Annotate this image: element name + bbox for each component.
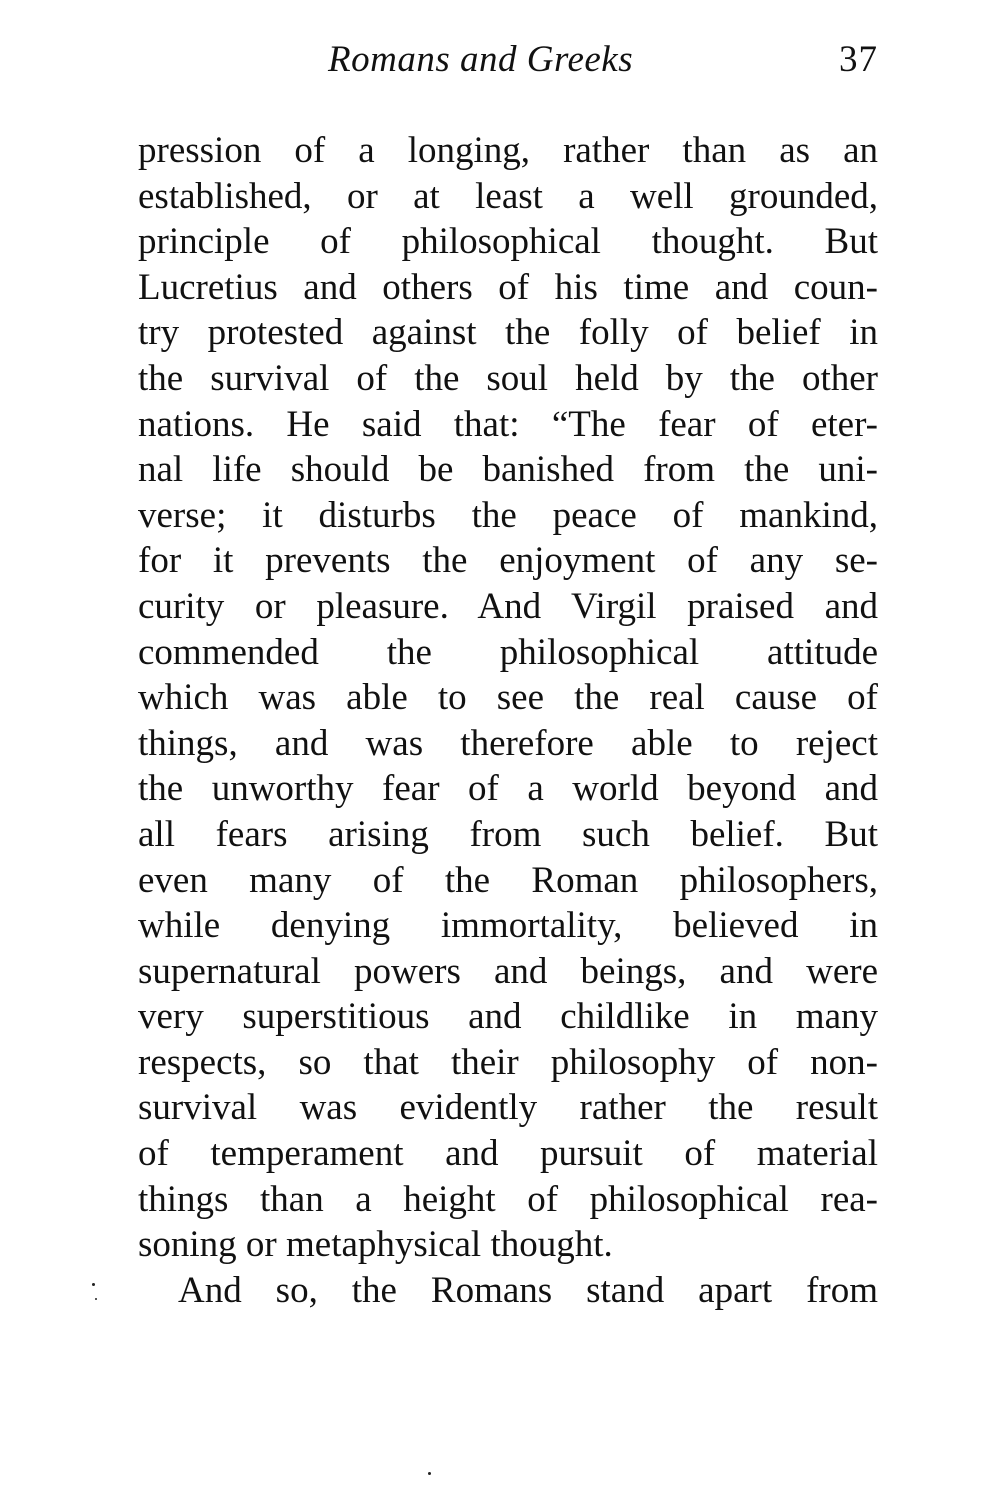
text-line: very superstitious and childlike in many xyxy=(138,996,878,1038)
text-line: the unworthy fear of a world beyond and xyxy=(138,768,878,810)
text-line: try protested against the folly of belief in xyxy=(138,312,878,354)
text-line: established, or at least a well grounded, xyxy=(138,175,878,217)
text-line: things than a height of philosophical rea- xyxy=(138,1178,878,1220)
text-line: verse; it disturbs the peace of mankind, xyxy=(138,494,878,536)
text-line: curity or pleasure. And Virgil praised and xyxy=(138,585,878,627)
text-line: of temperament and pursuit of material xyxy=(138,1133,878,1175)
text-line: respects, so that their philosophy of non- xyxy=(138,1041,878,1083)
text-line: commended the philosophical attitude xyxy=(138,631,878,673)
paragraph-end-line: soning or metaphysical thought. xyxy=(138,1224,613,1266)
text-line: even many of the Roman philosophers, xyxy=(138,859,878,901)
text-line: while denying immortality, believed in xyxy=(138,905,878,947)
text-line: supernatural powers and beings, and were xyxy=(138,950,878,992)
scan-speck xyxy=(428,1472,431,1475)
text-line: which was able to see the real cause of xyxy=(138,677,878,719)
body-text xyxy=(138,128,878,1313)
text-line: the survival of the soul held by the other xyxy=(138,357,878,399)
scan-speck xyxy=(92,1283,95,1286)
text-line: all fears arising from such belief. But xyxy=(138,813,878,855)
text-line: principle of philosophical thought. But xyxy=(138,221,878,263)
paragraph-start-line: And so, the Romans stand apart from xyxy=(178,1269,878,1311)
text-line: things, and was therefore able to reject xyxy=(138,722,878,764)
text-line: for it prevents the enjoyment of any se- xyxy=(138,540,878,582)
scan-speck xyxy=(95,1298,97,1300)
text-line: Lucretius and others of his time and coun- xyxy=(138,266,878,308)
text-line: nations. He said that: “The fear of eter- xyxy=(138,403,878,445)
text-line: survival was evidently rather the result xyxy=(138,1087,878,1129)
running-head xyxy=(138,38,878,88)
text-line: pression of a longing, rather than as an xyxy=(138,130,878,171)
running-title: Romans and Greeks xyxy=(328,39,634,80)
page-number: 37 xyxy=(839,39,878,80)
text-line: nal life should be banished from the uni- xyxy=(138,449,878,491)
